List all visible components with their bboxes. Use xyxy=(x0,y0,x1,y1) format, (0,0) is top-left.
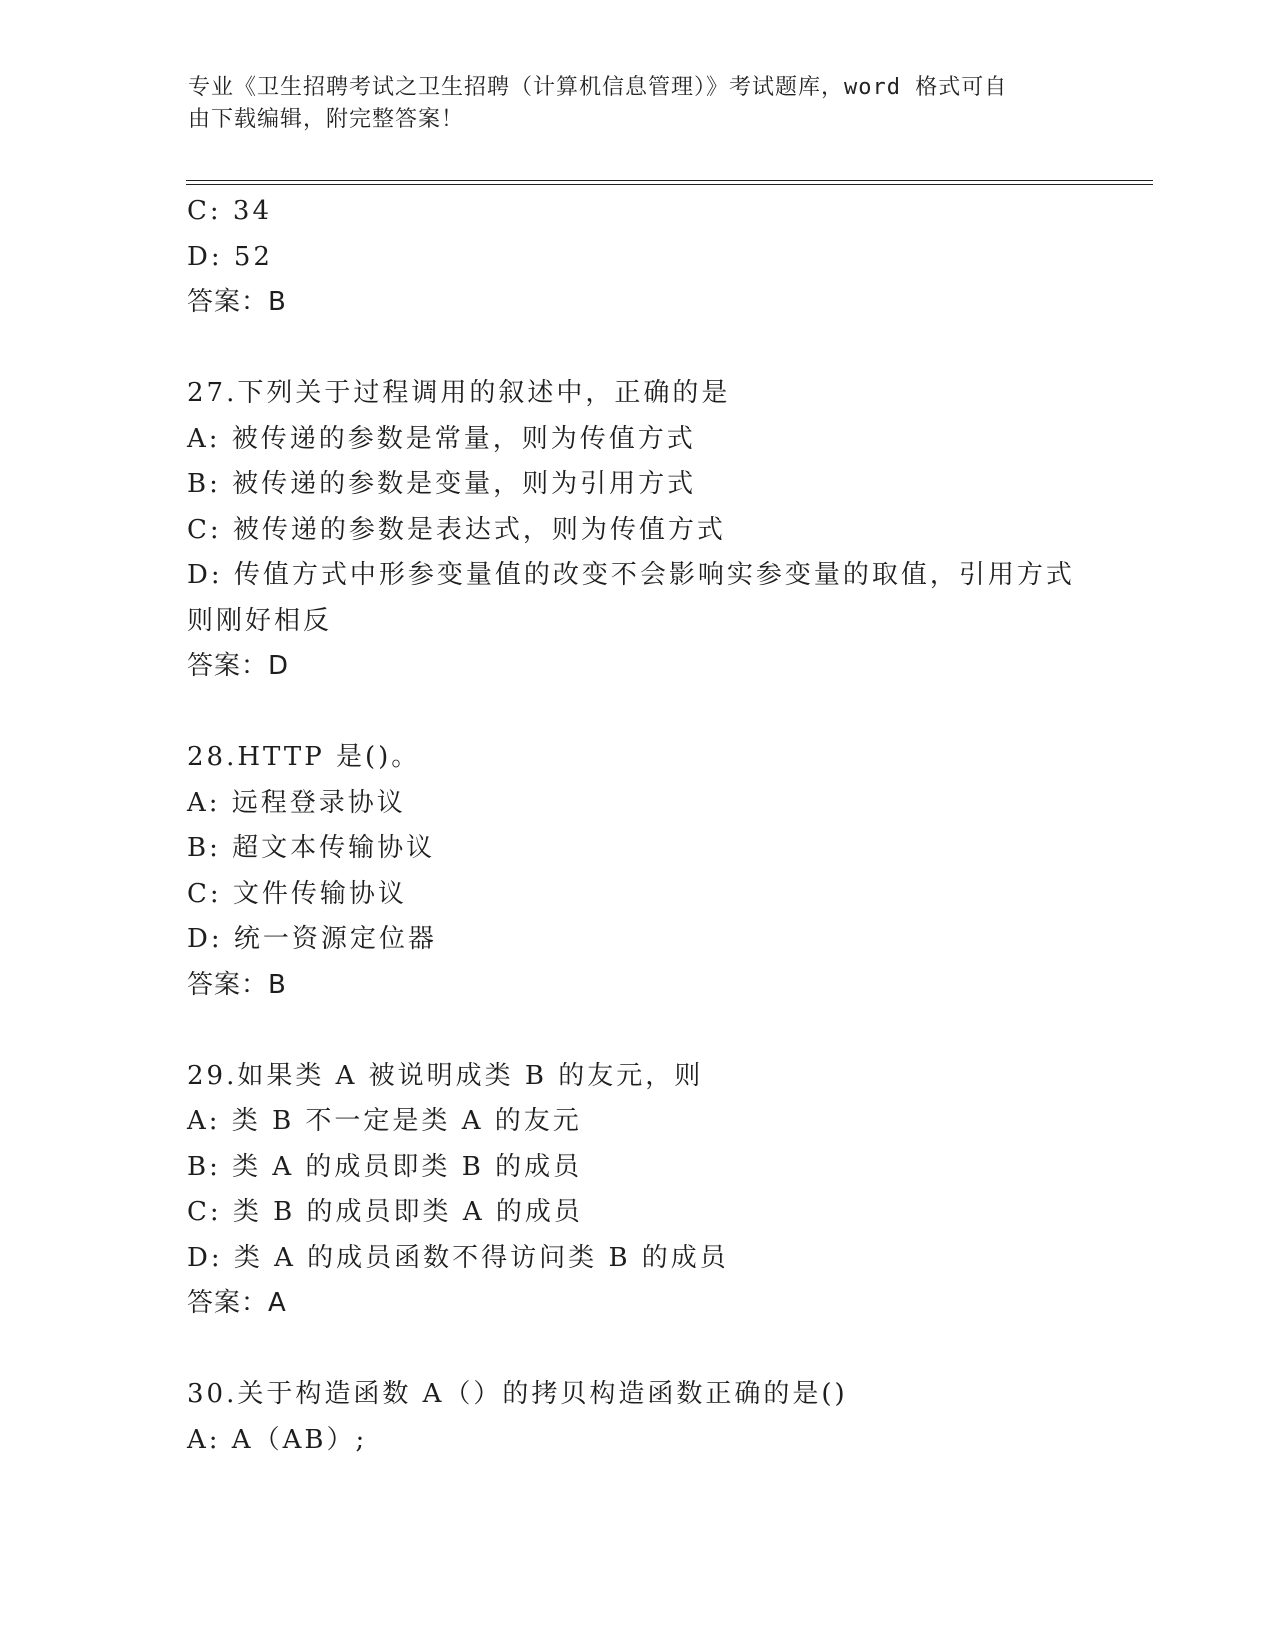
option-a: A: 类 B 不一定是类 A 的友元 xyxy=(187,1106,582,1136)
option-c: C: 类 B 的成员即类 A 的成员 xyxy=(187,1197,583,1227)
question-list xyxy=(187,189,1087,1463)
option-a: A: 远程登录协议 xyxy=(187,787,406,818)
option-b: B: 类 A 的成员即类 B 的成员 xyxy=(187,1151,583,1182)
spacer xyxy=(187,1327,1087,1373)
spacer xyxy=(187,1008,1087,1054)
header-divider-top xyxy=(186,180,1153,181)
option-c: C: 34 xyxy=(187,196,273,226)
answer-line: 答案：D xyxy=(187,651,290,681)
option-a: A: A（AB）; xyxy=(187,1424,368,1455)
option-d: D: 统一资源定位器 xyxy=(187,924,437,954)
document-header xyxy=(188,72,1088,136)
option-c: C: 被传递的参数是表达式，则为传值方式 xyxy=(187,514,726,545)
question-stem: 27.下列关于过程调用的叙述中，正确的是 xyxy=(187,378,731,408)
spacer xyxy=(187,690,1087,736)
answer-line: 答案：A xyxy=(187,1288,287,1318)
option-c: C: 文件传输协议 xyxy=(187,878,407,909)
option-b: B: 被传递的参数是变量，则为引用方式 xyxy=(187,469,697,499)
answer-line: 答案：B xyxy=(187,287,287,317)
option-a: A: 被传递的参数是常量，则为传值方式 xyxy=(187,423,696,454)
spacer xyxy=(187,326,1087,372)
option-d: D: 类 A 的成员函数不得访问类 B 的成员 xyxy=(187,1242,729,1273)
header-line-2: 由下载编辑，附完整答案！ xyxy=(188,107,465,132)
option-d: D: 传值方式中形参变量值的改变不会影响实参变量的取值，引用方式 xyxy=(187,560,1075,590)
question-stem: 28.HTTP 是()。 xyxy=(187,742,421,772)
header-line-1: 专业《卫生招聘考试之卫生招聘（计算机信息管理）》考试题库，word 格式可自 xyxy=(188,75,1008,100)
header-divider-bottom xyxy=(186,184,1153,185)
question-stem: 29.如果类 A 被说明成类 B 的友元，则 xyxy=(187,1060,704,1091)
option-b: B: 超文本传输协议 xyxy=(187,833,436,863)
question-stem: 30.关于构造函数 A（）的拷贝构造函数正确的是() xyxy=(187,1379,848,1409)
answer-line: 答案：B xyxy=(187,969,287,1000)
option-d: D: 52 xyxy=(187,241,273,272)
option-d-continued: 则刚好相反 xyxy=(187,605,333,636)
